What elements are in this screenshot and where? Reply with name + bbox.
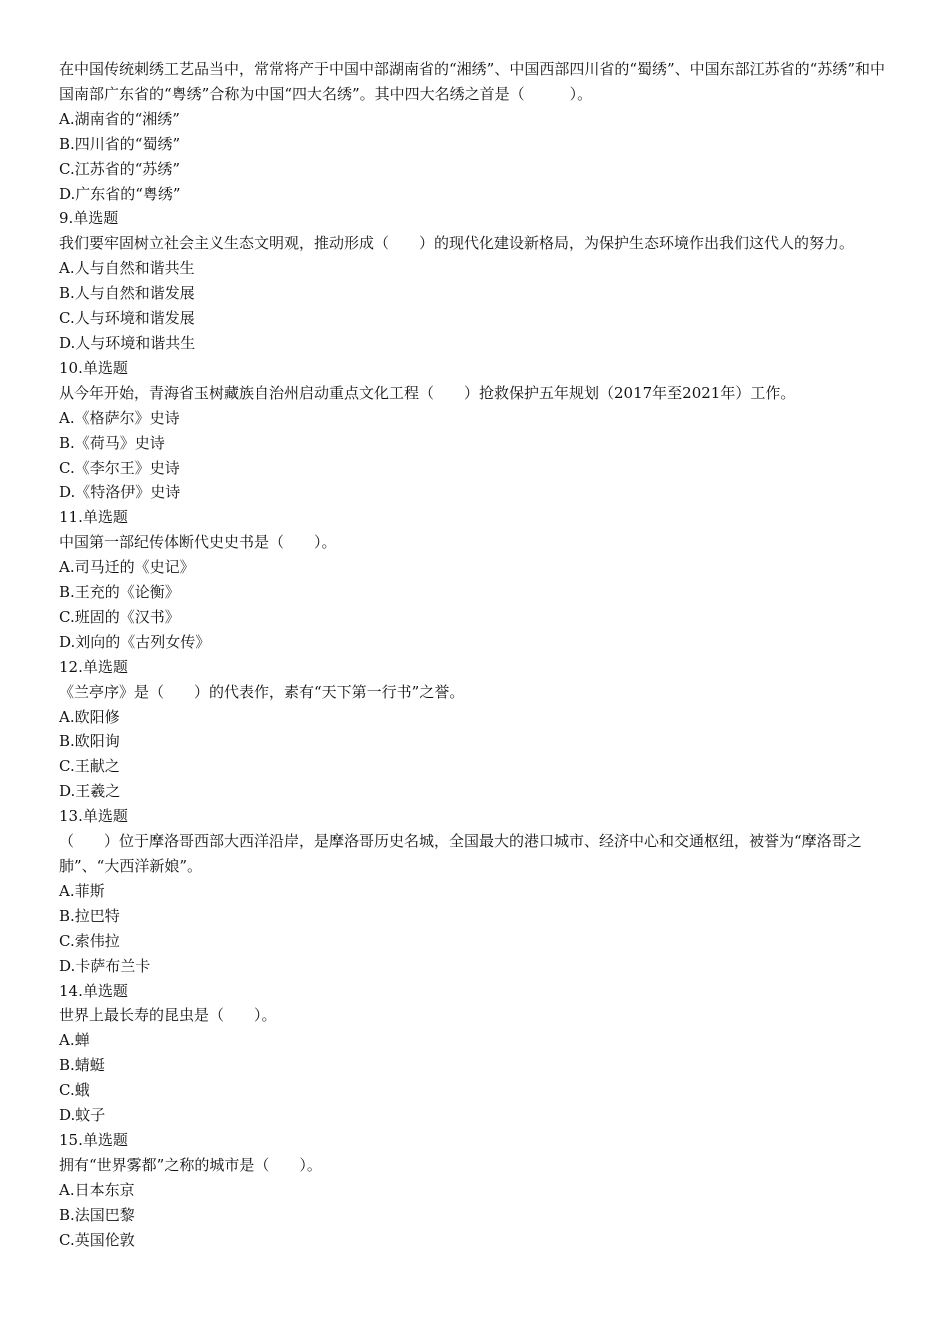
option-c: C.索伟拉 (59, 931, 120, 950)
option-b: B.王充的《论衡》 (59, 583, 180, 602)
option-d: D.广东省的“粤绣” (59, 184, 181, 203)
option-c: C.江苏省的“苏绣” (59, 159, 181, 178)
option-a: A.日本东京 (59, 1180, 135, 1199)
question-stem: 《兰亭序》是（ ）的代表作，素有“天下第一行书”之誉。 (59, 682, 465, 701)
option-d: D.人与环境和谐共生 (59, 333, 196, 352)
option-a: A.湖南省的“湘绣” (59, 109, 180, 128)
question-stem: 从今年开始，青海省玉树藏族自治州启动重点文化工程（ ）抢救保护五年规划（2017年至2021年）工作。 (59, 383, 796, 402)
option-c: C.人与环境和谐发展 (59, 309, 195, 328)
option-b: B.蜻蜓 (59, 1056, 105, 1075)
option-a: A.司马迁的《史记》 (59, 558, 195, 577)
question-stem: 中国第一部纪传体断代史史书是（ ）。 (59, 533, 337, 552)
question-stem: 在中国传统刺绣工艺品当中，常常将产于中国中部湖南省的“湘绣”、中国西部四川省的“蜀绣”、中国东部江苏省的“苏绣”和中国南部广东省的“粤绣”合称为中国“四大名绣”。其中四大名绣之首是（ ）。 (59, 60, 886, 103)
option-a: A.蝉 (59, 1031, 90, 1050)
question-heading: 15.单选题 (59, 1130, 128, 1149)
option-d: D.《特洛伊》史诗 (59, 483, 181, 502)
question-heading: 11.单选题 (59, 508, 128, 527)
question-heading: 9.单选题 (59, 209, 119, 228)
question-heading: 12.单选题 (59, 657, 128, 676)
option-b: B.拉巴特 (59, 906, 120, 925)
option-a: A.欧阳修 (59, 707, 120, 726)
option-c: C.英国伦敦 (59, 1230, 135, 1249)
question-heading: 13.单选题 (59, 807, 128, 826)
question-stem: 我们要牢固树立社会主义生态文明观，推动形成（ ）的现代化建设新格局，为保护生态环境作出我们这代人的努力。 (59, 234, 855, 253)
question-stem: 世界上最长寿的昆虫是（ ）。 (59, 1006, 277, 1025)
option-b: B.欧阳询 (59, 732, 120, 751)
option-a: A.《格萨尔》史诗 (59, 408, 180, 427)
option-d: D.刘向的《古列女传》 (59, 632, 211, 651)
option-c: C.《李尔王》史诗 (59, 458, 180, 477)
question-stem: （ ）位于摩洛哥西部大西洋沿岸，是摩洛哥历史名城，全国最大的港口城市、经济中心和交通枢纽，被誉为“摩洛哥之肺”、“大西洋新娘”。 (59, 832, 862, 875)
option-d: D.王羲之 (59, 782, 121, 801)
question-stem: 拥有“世界雾都”之称的城市是（ ）。 (59, 1155, 322, 1174)
option-b: B.法国巴黎 (59, 1205, 135, 1224)
option-a: A.菲斯 (59, 881, 105, 900)
question-heading: 10.单选题 (59, 358, 128, 377)
option-b: B.四川省的“蜀绣” (59, 134, 181, 153)
option-c: C.王献之 (59, 757, 120, 776)
option-b: B.《荷马》史诗 (59, 433, 165, 452)
question-heading: 14.单选题 (59, 981, 128, 1000)
option-c: C.蛾 (59, 1081, 90, 1100)
document-page (59, 57, 899, 1253)
option-d: D.蚊子 (59, 1106, 106, 1125)
option-c: C.班固的《汉书》 (59, 607, 180, 626)
option-b: B.人与自然和谐发展 (59, 284, 195, 303)
option-d: D.卡萨布兰卡 (59, 956, 151, 975)
option-a: A.人与自然和谐共生 (59, 259, 195, 278)
